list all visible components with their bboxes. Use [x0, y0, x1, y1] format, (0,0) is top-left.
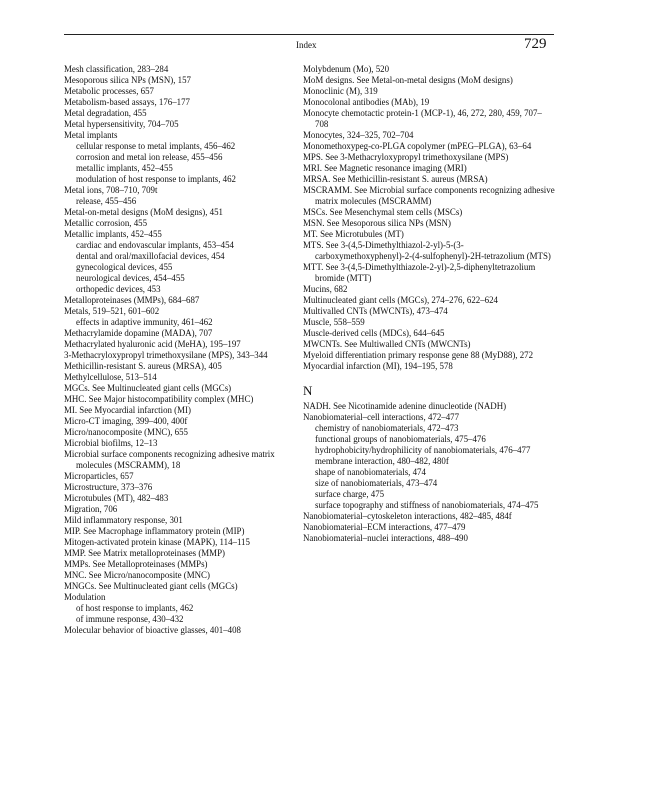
index-subentry: of immune response, 430–432	[76, 614, 184, 624]
index-entry: Mitogen-activated protein kinase (MAPK), 114–115	[64, 537, 250, 547]
index-subentry: modulation of host response to implants, 462	[76, 174, 236, 184]
index-entry: Nanobiomaterial–cell interactions, 472–477	[303, 412, 460, 422]
index-entry: Nanobiomaterial–ECM interactions, 477–479	[303, 522, 466, 532]
index-entry: MPS. See 3-Methacryloxypropyl trimethoxysilane (MPS)	[303, 152, 509, 162]
index-entry: Metalloproteinases (MMPs), 684–687	[64, 295, 200, 305]
index-entry: MMPs. See Metalloproteinases (MMPs)	[64, 559, 208, 569]
index-subentry: surface charge, 475	[315, 489, 385, 499]
index-entry: Microbial biofilms, 12–13	[64, 438, 158, 448]
index-entry: Monocyte chemotactic protein-1 (MCP-1), 46, 272, 280, 459, 707–708	[303, 108, 542, 129]
index-entry: Myeloid differentiation primary response gene 88 (MyD88), 272	[303, 350, 534, 360]
index-subentry: cellular response to metal implants, 456–462	[76, 141, 236, 151]
index-entry: Monocytes, 324–325, 702–704	[303, 130, 414, 140]
page-number: 729	[524, 36, 547, 52]
index-entry: Myocardial infarction (MI), 194–195, 578	[303, 361, 453, 371]
index-subentry: release, 455–456	[76, 196, 137, 206]
index-subentry: gynecological devices, 455	[76, 262, 173, 272]
index-subentry: effects in adaptive immunity, 461–462	[76, 317, 213, 327]
index-entry: Muscle-derived cells (MDCs), 644–645	[303, 328, 445, 338]
index-entry: Microstructure, 373–376	[64, 482, 153, 492]
index-entry: Metal degradation, 455	[64, 108, 147, 118]
index-entry: MRI. See Magnetic resonance imaging (MRI)	[303, 163, 467, 173]
index-entry: MSCs. See Mesenchymal stem cells (MSCs)	[303, 207, 463, 217]
index-entry: Nanobiomaterial–cytoskeleton interactions, 482–485, 484f	[303, 511, 512, 521]
section-spacer	[303, 372, 555, 377]
index-subentry: functional groups of nanobiomaterials, 475–476	[315, 434, 486, 444]
index-subentry: size of nanobiomaterials, 473–474	[315, 478, 438, 488]
index-entry: Monocolonal antibodies (MAb), 19	[303, 97, 430, 107]
index-entry: Metabolic processes, 657	[64, 86, 154, 96]
running-header: Index	[296, 40, 317, 50]
index-entry: Multinucleated giant cells (MGCs), 274–276, 622–624	[303, 295, 498, 305]
header-rule	[64, 34, 554, 35]
index-entry: Metabolism-based assays, 176–177	[64, 97, 190, 107]
index-entry: MRSA. See Methicillin-resistant S. aureus (MRSA)	[303, 174, 488, 184]
index-entry: NADH. See Nicotinamide adenine dinucleotide (NADH)	[303, 401, 507, 411]
index-entry: MNC. See Micro/nanocomposite (MNC)	[64, 570, 210, 580]
index-entry: Monoclinic (M), 319	[303, 86, 378, 96]
index-subentry: shape of nanobiomaterials, 474	[315, 467, 426, 477]
index-entry: Mild inflammatory response, 301	[64, 515, 183, 525]
index-subentry: of host response to implants, 462	[76, 603, 194, 613]
index-entry: Mesh classification, 283–284	[64, 64, 169, 74]
index-entry: Nanobiomaterial–nuclei interactions, 488–490	[303, 533, 468, 543]
index-entry: MNGCs. See Multinucleated giant cells (MGCs)	[64, 581, 238, 591]
index-entry: MGCs. See Multinucleated giant cells (MGCs)	[64, 383, 232, 393]
index-entry: Methacrylated hyaluronic acid (MeHA), 195–197	[64, 339, 241, 349]
index-entry: Metallic implants, 452–455	[64, 229, 162, 239]
section-letter: N	[303, 383, 313, 398]
index-entry: Metal hypersensitivity, 704–705	[64, 119, 179, 129]
index-entry: MHC. See Major histocompatibility complex (MHC)	[64, 394, 254, 404]
index-entry: Muscle, 558–559	[303, 317, 365, 327]
index-subentry: neurological devices, 454–455	[76, 273, 185, 283]
index-entry: Micro/nanocomposite (MNC), 655	[64, 427, 188, 437]
index-entry: MWCNTs. See Multiwalled CNTs (MWCNTs)	[303, 339, 471, 349]
index-entry: MoM designs. See Metal-on-metal designs (MoM designs)	[303, 75, 513, 85]
index-entry: Modulation	[64, 592, 106, 602]
index-entry: MSCRAMM. See Microbial surface components recognizing adhesive matrix molecules (MSCRAMM)	[303, 185, 555, 206]
index-entry: MTT. See 3-(4,5-Dimethylthiazole-2-yl)-2,5-diphenyltetrazolium bromide (MTT)	[303, 262, 536, 283]
index-entry: Methicillin-resistant S. aureus (MRSA), 405	[64, 361, 222, 371]
index-subentry: surface topography and stiffness of nanobiomaterials, 474–475	[315, 500, 539, 510]
index-subentry: hydrophobicity/hydrophilicity of nanobiomaterials, 476–477	[315, 445, 531, 455]
index-entry: Metallic corrosion, 455	[64, 218, 148, 228]
index-entry: Molybdenum (Mo), 520	[303, 64, 390, 74]
index-entry: Microparticles, 657	[64, 471, 134, 481]
index-entry: Metals, 519–521, 601–602	[64, 306, 160, 316]
index-entry: Mucins, 682	[303, 284, 348, 294]
index-entry: Metal ions, 708–710, 709t	[64, 185, 158, 195]
index-entry: MT. See Microtubules (MT)	[303, 229, 404, 239]
index-entry: Metal implants	[64, 130, 118, 140]
index-entry: MI. See Myocardial infarction (MI)	[64, 405, 191, 415]
index-entry: Metal-on-metal designs (MoM designs), 451	[64, 207, 223, 217]
index-entry: Micro-CT imaging, 399–400, 400f	[64, 416, 188, 426]
index-entry: Methylcellulose, 513–514	[64, 372, 157, 382]
index-subentry: corrosion and metal ion release, 455–456	[76, 152, 223, 162]
index-subentry: dental and oral/maxillofacial devices, 454	[76, 251, 225, 261]
index-entry: Microtubules (MT), 482–483	[64, 493, 169, 503]
index-entry: Mesoporous silica NPs (MSN), 157	[64, 75, 191, 85]
index-entry: Monomethoxypeg-co-PLGA copolymer (mPEG–PLGA), 63–64	[303, 141, 532, 151]
index-entry: Molecular behavior of bioactive glasses, 401–408	[64, 625, 241, 635]
index-subentry: membrane interaction, 480–482, 480f	[315, 456, 449, 466]
index-entry: Methacrylamide dopamine (MADA), 707	[64, 328, 213, 338]
index-entry: Migration, 706	[64, 504, 118, 514]
index-entry: Microbial surface components recognizing adhesive matrix molecules (MSCRAMM), 18	[64, 449, 275, 470]
index-column-left	[64, 64, 310, 636]
index-entry: Multivalled CNTs (MWCNTs), 473–474	[303, 306, 448, 316]
index-subentry: chemistry of nanobiomaterials, 472–473	[315, 423, 459, 433]
index-subentry: cardiac and endovascular implants, 453–454	[76, 240, 234, 250]
index-entry: MSN. See Mesoporous silica NPs (MSN)	[303, 218, 451, 228]
index-entry: MTS. See 3-(4,5-Dimethylthiazol-2-yl)-5-(3-carboxymethoxyphenyl)-2-(4-sulfophenyl)-2H-tetrazolium (MTS)	[303, 240, 551, 261]
index-subentry: metallic implants, 452–455	[76, 163, 173, 173]
index-entry: MIP. See Macrophage inflammatory protein (MIP)	[64, 526, 245, 536]
index-subentry: orthopedic devices, 453	[76, 284, 161, 294]
index-entry: MMP. See Matrix metalloproteinases (MMP)	[64, 548, 225, 558]
index-entry: 3-Methacryloxypropyl trimethoxysilane (MPS), 343–344	[64, 350, 268, 360]
index-column-right	[303, 64, 555, 544]
